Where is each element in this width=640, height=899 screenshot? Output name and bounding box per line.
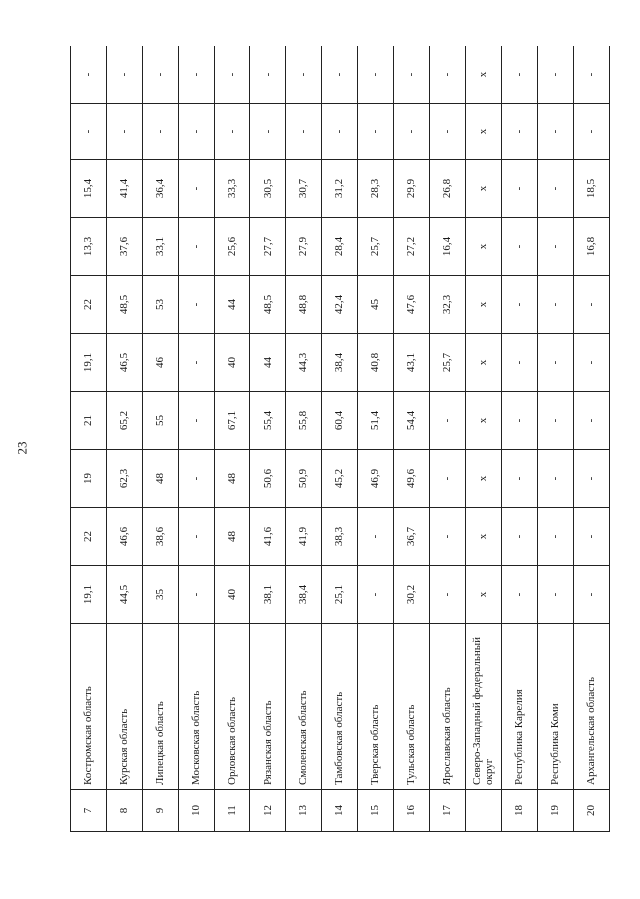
value-cell: х (465, 160, 501, 218)
value-cell: - (178, 160, 214, 218)
table-row (286, 46, 322, 832)
value-cell: 43,1 (394, 334, 430, 392)
value-cell: - (178, 334, 214, 392)
table-row (214, 46, 250, 832)
value-cell: 25,7 (429, 334, 465, 392)
row-number-cell: 9 (142, 790, 178, 832)
value-cell: 25,7 (358, 218, 394, 276)
value-cell: - (573, 104, 609, 160)
value-cell: - (178, 566, 214, 624)
table-body (71, 46, 610, 832)
value-cell: 46 (142, 334, 178, 392)
value-cell: х (465, 46, 501, 104)
value-cell: - (502, 46, 538, 104)
rotated-table-container (70, 46, 610, 832)
value-cell: 19,1 (71, 566, 107, 624)
value-cell: 33,1 (142, 218, 178, 276)
federal-district-row (465, 46, 501, 832)
region-name-cell: Тамбовская область (322, 624, 358, 790)
value-cell: - (538, 160, 574, 218)
value-cell: - (502, 508, 538, 566)
value-cell: - (429, 104, 465, 160)
value-cell: 27,7 (250, 218, 286, 276)
value-cell: 40,8 (358, 334, 394, 392)
value-cell: 42,4 (322, 276, 358, 334)
value-cell: 22 (71, 276, 107, 334)
value-cell: 45,2 (322, 450, 358, 508)
region-name-cell: Смоленская область (286, 624, 322, 790)
value-cell: - (178, 508, 214, 566)
value-cell: - (502, 566, 538, 624)
value-cell: - (573, 508, 609, 566)
value-cell: х (465, 566, 501, 624)
value-cell: - (573, 566, 609, 624)
value-cell: 28,3 (358, 160, 394, 218)
region-name-cell: Архангельская область (573, 624, 609, 790)
table-row (71, 46, 107, 832)
value-cell: 21 (71, 392, 107, 450)
value-cell: 44 (214, 276, 250, 334)
table-row (358, 46, 394, 832)
value-cell: - (394, 104, 430, 160)
value-cell: 50,9 (286, 450, 322, 508)
value-cell: 38,6 (142, 508, 178, 566)
row-number-cell: 11 (214, 790, 250, 832)
value-cell: 27,9 (286, 218, 322, 276)
value-cell: - (502, 392, 538, 450)
value-cell: - (573, 46, 609, 104)
value-cell: - (502, 276, 538, 334)
value-cell: 38,4 (322, 334, 358, 392)
value-cell: - (538, 218, 574, 276)
value-cell: 40 (214, 566, 250, 624)
table-row (538, 46, 574, 832)
table-row (142, 46, 178, 832)
value-cell: - (106, 104, 142, 160)
value-cell: 44 (250, 334, 286, 392)
value-cell: - (538, 508, 574, 566)
value-cell: - (178, 46, 214, 104)
value-cell: - (538, 334, 574, 392)
table-row (429, 46, 465, 832)
value-cell: - (502, 450, 538, 508)
value-cell: - (286, 46, 322, 104)
value-cell: 19,1 (71, 334, 107, 392)
region-name-cell: Тульская область (394, 624, 430, 790)
value-cell: - (538, 566, 574, 624)
value-cell: - (71, 104, 107, 160)
row-number-cell: 17 (429, 790, 465, 832)
value-cell: 19 (71, 450, 107, 508)
value-cell: - (178, 450, 214, 508)
value-cell: 25,6 (214, 218, 250, 276)
row-number-cell: 14 (322, 790, 358, 832)
value-cell: 48,5 (106, 276, 142, 334)
value-cell: х (465, 508, 501, 566)
value-cell: - (214, 46, 250, 104)
region-name-cell: Орловская область (214, 624, 250, 790)
value-cell: х (465, 392, 501, 450)
region-name-cell: Липецкая область (142, 624, 178, 790)
value-cell: 30,7 (286, 160, 322, 218)
row-number-cell: 18 (502, 790, 538, 832)
value-cell: - (538, 104, 574, 160)
value-cell: 44,3 (286, 334, 322, 392)
region-name-cell: Московская область (178, 624, 214, 790)
value-cell: 33,3 (214, 160, 250, 218)
value-cell: 16,4 (429, 218, 465, 276)
value-cell: 62,3 (106, 450, 142, 508)
value-cell: 22 (71, 508, 107, 566)
value-cell: - (106, 46, 142, 104)
value-cell: 49,6 (394, 450, 430, 508)
value-cell: 55,8 (286, 392, 322, 450)
value-cell: 60,4 (322, 392, 358, 450)
value-cell: 38,1 (250, 566, 286, 624)
value-cell: - (538, 392, 574, 450)
value-cell: 27,2 (394, 218, 430, 276)
value-cell: - (322, 46, 358, 104)
row-number-cell: 10 (178, 790, 214, 832)
table-row (106, 46, 142, 832)
value-cell: - (214, 104, 250, 160)
value-cell: 32,3 (429, 276, 465, 334)
value-cell: 67,1 (214, 392, 250, 450)
value-cell: 13,3 (71, 218, 107, 276)
value-cell: 48,8 (286, 276, 322, 334)
value-cell: - (502, 160, 538, 218)
row-number-cell: 20 (573, 790, 609, 832)
value-cell: 48 (214, 450, 250, 508)
value-cell: 30,2 (394, 566, 430, 624)
value-cell: 53 (142, 276, 178, 334)
value-cell: 48,5 (250, 276, 286, 334)
value-cell: х (465, 334, 501, 392)
region-name-cell: Республика Коми (538, 624, 574, 790)
value-cell: - (178, 218, 214, 276)
page-number: 23 (14, 441, 30, 455)
value-cell: 55,4 (250, 392, 286, 450)
value-cell: - (573, 334, 609, 392)
value-cell: 28,4 (322, 218, 358, 276)
value-cell: 48 (142, 450, 178, 508)
value-cell: - (538, 450, 574, 508)
region-name-cell: Республика Карелия (502, 624, 538, 790)
value-cell: - (394, 46, 430, 104)
row-number-cell: 15 (358, 790, 394, 832)
row-number-cell: 8 (106, 790, 142, 832)
value-cell: 36,7 (394, 508, 430, 566)
value-cell: 30,5 (250, 160, 286, 218)
value-cell: 26,8 (429, 160, 465, 218)
row-number-cell: 7 (71, 790, 107, 832)
value-cell: 38,3 (322, 508, 358, 566)
value-cell: 25,1 (322, 566, 358, 624)
value-cell: - (502, 334, 538, 392)
value-cell: - (142, 46, 178, 104)
value-cell: - (573, 450, 609, 508)
value-cell: - (429, 392, 465, 450)
value-cell: - (573, 392, 609, 450)
value-cell: 54,4 (394, 392, 430, 450)
value-cell: 18,5 (573, 160, 609, 218)
value-cell: - (142, 104, 178, 160)
value-cell: - (286, 104, 322, 160)
value-cell: 50,6 (250, 450, 286, 508)
value-cell: 41,6 (250, 508, 286, 566)
value-cell: 41,4 (106, 160, 142, 218)
value-cell: - (502, 218, 538, 276)
value-cell: 40 (214, 334, 250, 392)
value-cell: 46,6 (106, 508, 142, 566)
region-name-cell: Тверская область (358, 624, 394, 790)
value-cell: 47,6 (394, 276, 430, 334)
table-row (178, 46, 214, 832)
region-name-cell: Курская область (106, 624, 142, 790)
value-cell: - (429, 508, 465, 566)
region-name-cell: Рязанская область (250, 624, 286, 790)
value-cell: 36,4 (142, 160, 178, 218)
value-cell: 45 (358, 276, 394, 334)
value-cell: - (178, 276, 214, 334)
value-cell: - (538, 276, 574, 334)
value-cell: 55 (142, 392, 178, 450)
value-cell: - (358, 566, 394, 624)
table-row (502, 46, 538, 832)
value-cell: 41,9 (286, 508, 322, 566)
table-row (322, 46, 358, 832)
value-cell: - (71, 46, 107, 104)
value-cell: 31,2 (322, 160, 358, 218)
table-row (394, 46, 430, 832)
value-cell: - (250, 46, 286, 104)
table-viewport (70, 46, 610, 832)
value-cell: 35 (142, 566, 178, 624)
value-cell: - (538, 46, 574, 104)
value-cell: х (465, 104, 501, 160)
region-name-cell: Северо-Западный федеральный округ (465, 624, 501, 790)
table-row (250, 46, 286, 832)
value-cell: - (429, 46, 465, 104)
row-number-cell: 19 (538, 790, 574, 832)
value-cell: 15,4 (71, 160, 107, 218)
value-cell: - (178, 104, 214, 160)
value-cell: 29,9 (394, 160, 430, 218)
value-cell: - (358, 104, 394, 160)
region-name-cell: Костромская область (71, 624, 107, 790)
value-cell: - (502, 104, 538, 160)
value-cell: - (358, 46, 394, 104)
value-cell: 16,8 (573, 218, 609, 276)
value-cell: - (358, 508, 394, 566)
value-cell: - (429, 566, 465, 624)
value-cell: 46,9 (358, 450, 394, 508)
value-cell: 44,5 (106, 566, 142, 624)
value-cell: 37,6 (106, 218, 142, 276)
value-cell: х (465, 218, 501, 276)
value-cell: 65,2 (106, 392, 142, 450)
value-cell: - (250, 104, 286, 160)
value-cell: 46,5 (106, 334, 142, 392)
value-cell: х (465, 276, 501, 334)
value-cell: х (465, 450, 501, 508)
value-cell: 38,4 (286, 566, 322, 624)
row-number-cell (465, 790, 501, 832)
region-name-cell: Ярославская область (429, 624, 465, 790)
table-row (573, 46, 609, 832)
value-cell: - (322, 104, 358, 160)
value-cell: - (429, 450, 465, 508)
value-cell: - (178, 392, 214, 450)
value-cell: - (573, 276, 609, 334)
value-cell: 51,4 (358, 392, 394, 450)
value-cell: 48 (214, 508, 250, 566)
row-number-cell: 13 (286, 790, 322, 832)
row-number-cell: 16 (394, 790, 430, 832)
regions-table (70, 46, 610, 832)
row-number-cell: 12 (250, 790, 286, 832)
